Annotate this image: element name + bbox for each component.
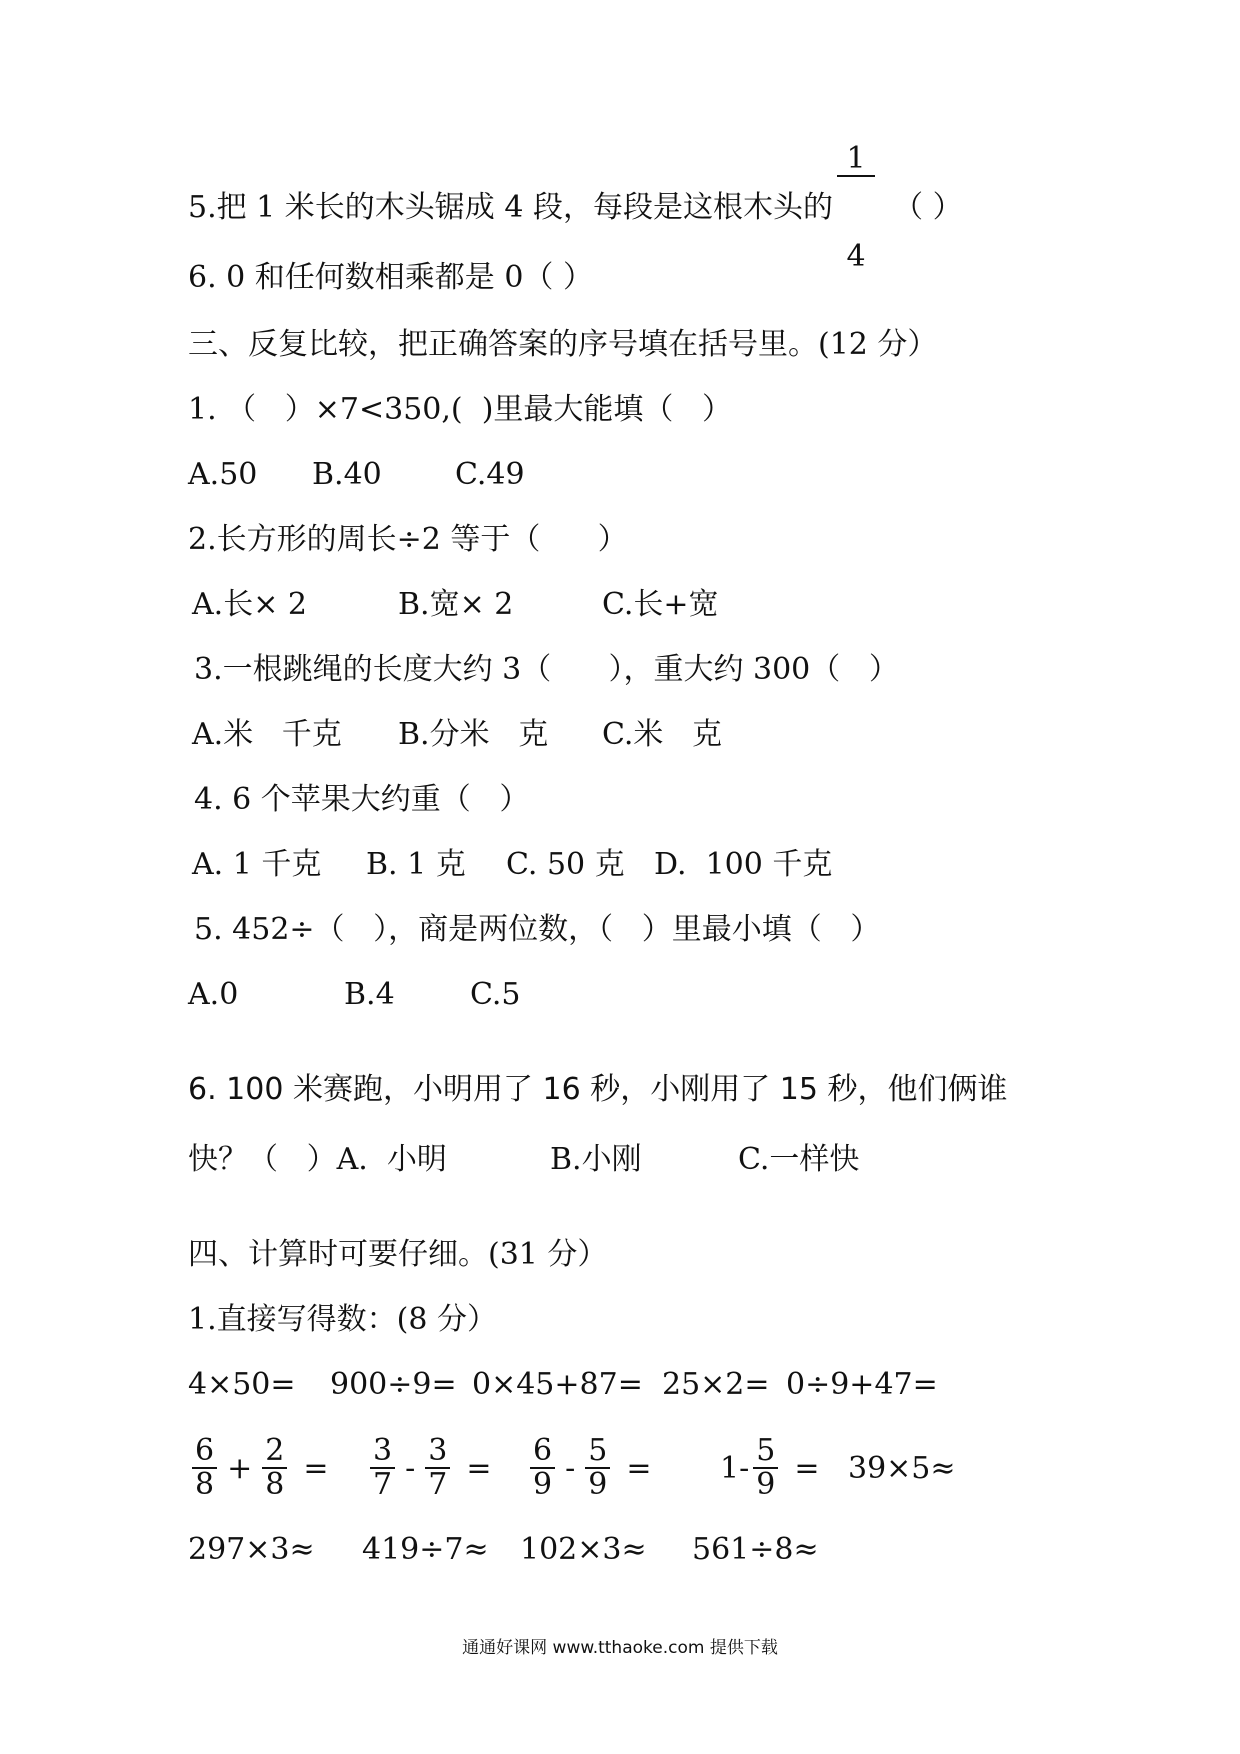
calc-expression: 4×50= — [188, 1367, 296, 1402]
fraction — [192, 1435, 217, 1501]
fraction — [753, 1435, 778, 1501]
integer-operand: 1- — [720, 1450, 750, 1486]
calc-expression: 900÷9= — [330, 1367, 457, 1402]
fraction — [370, 1435, 395, 1501]
fraction-numerator: 6 — [192, 1435, 217, 1469]
calc-expression: 297×3≈ — [188, 1532, 315, 1567]
mc-question-6-line-1: 6. 100 米赛跑，小明用了 16 秒，小刚用了 15 秒，他们俩谁 — [188, 1072, 1008, 1107]
section-3-heading: 三、反复比较，把正确答案的序号填在括号里。(12 分） — [188, 327, 938, 362]
fraction — [530, 1435, 555, 1501]
equals-sign: = — [466, 1450, 492, 1486]
tf-q5-text: 5.把 1 米长的木头锯成 4 段，每段是这根木头的 — [188, 190, 833, 225]
mc-q6-option-b: B.小刚 — [550, 1142, 642, 1177]
tf-question-6: 6. 0 和任何数相乘都是 0（ ） — [188, 260, 593, 295]
fraction-numerator: 5 — [753, 1435, 778, 1469]
fraction-expression — [720, 1428, 819, 1508]
calc-subheading-1: 1.直接写得数：(8 分） — [188, 1302, 497, 1337]
fraction-expression — [366, 1428, 491, 1508]
equals-sign: = — [626, 1450, 652, 1486]
calc-expression: 25×2= — [662, 1367, 770, 1402]
operator: - — [405, 1450, 416, 1486]
calc-expression: 0÷9+47= — [786, 1367, 938, 1402]
mc-q5-option-b: B.4 — [344, 977, 395, 1012]
mc-q3-option-b: B.分米 克 — [398, 717, 549, 752]
calc-expression: 419÷7≈ — [362, 1532, 489, 1567]
equals-sign: = — [303, 1450, 329, 1486]
fraction-denominator: 9 — [533, 1467, 553, 1502]
fraction-denominator: 8 — [265, 1467, 285, 1502]
fraction-numerator: 3 — [370, 1435, 395, 1469]
operator: + — [227, 1450, 253, 1486]
mc-q3-option-c: C.米 克 — [602, 717, 723, 752]
mc-q4-option-d: D. 100 千克 — [654, 847, 833, 882]
mc-q3-option-a: A.米 千克 — [192, 717, 342, 752]
fraction-denominator: 8 — [195, 1467, 215, 1502]
fraction-denominator: 9 — [588, 1467, 608, 1502]
fraction-expression — [526, 1428, 651, 1508]
operator: - — [565, 1450, 576, 1486]
calc-expression: 102×3≈ — [520, 1532, 647, 1567]
fraction-expression — [188, 1428, 328, 1508]
tf-question-5 — [188, 141, 963, 274]
mc-q5-option-c: C.5 — [470, 977, 521, 1012]
mc-q6-stem-and-option-a: 快？（ ）A. 小明 — [188, 1142, 447, 1177]
mc-q1-option-c: C.49 — [455, 457, 525, 492]
fraction — [585, 1435, 610, 1501]
equals-sign: = — [794, 1450, 820, 1486]
section-4-heading: 四、计算时可要仔细。(31 分） — [188, 1237, 608, 1272]
fraction — [425, 1435, 450, 1501]
mc-q2-option-a: A.长× 2 — [192, 587, 307, 622]
fraction-one-quarter — [837, 79, 875, 337]
tf-q5-answer-blank: （ ） — [893, 190, 963, 225]
mc-q1-option-b: B.40 — [312, 457, 382, 492]
fraction-denominator: 9 — [756, 1467, 776, 1502]
page-footer: 通通好课网 www.tthaoke.com 提供下载 — [462, 1638, 778, 1658]
mc-q4-option-b: B. 1 克 — [366, 847, 466, 882]
fraction-denominator: 7 — [373, 1467, 393, 1502]
mc-question-1: 1. （ ）×7<350,( )里最大能填（ ） — [188, 392, 733, 427]
calc-expression: 561÷8≈ — [692, 1532, 819, 1567]
mc-question-2: 2.长方形的周长÷2 等于（ ） — [188, 522, 628, 557]
fraction-numerator: 5 — [585, 1435, 610, 1469]
fraction-numerator: 3 — [425, 1435, 450, 1469]
mc-q4-option-a: A. 1 千克 — [192, 847, 322, 882]
mc-question-4: 4. 6 个苹果大约重（ ） — [194, 782, 530, 817]
mc-q1-option-a: A.50 — [188, 457, 258, 492]
mc-q6-option-c: C.一样快 — [738, 1142, 860, 1177]
fraction — [262, 1435, 287, 1501]
calc-expression: 39×5≈ — [848, 1450, 956, 1486]
fraction-numerator: 1 — [837, 143, 875, 177]
mc-question-3: 3.一根跳绳的长度大约 3（ ），重大约 300（ ） — [194, 652, 899, 687]
fraction-denominator: 7 — [428, 1467, 448, 1502]
mc-q2-option-b: B.宽× 2 — [398, 587, 514, 622]
fraction-numerator: 6 — [530, 1435, 555, 1469]
mc-q5-option-a: A.0 — [188, 977, 239, 1012]
fraction-numerator: 2 — [262, 1435, 287, 1469]
calc-expression: 0×45+87= — [472, 1367, 643, 1402]
fraction-denominator: 4 — [846, 239, 866, 274]
mc-question-5: 5. 452÷（ ），商是两位数，（ ）里最小填（ ） — [194, 912, 881, 947]
mc-q2-option-c: C.长+宽 — [602, 587, 719, 622]
mc-q4-option-c: C. 50 克 — [506, 847, 625, 882]
